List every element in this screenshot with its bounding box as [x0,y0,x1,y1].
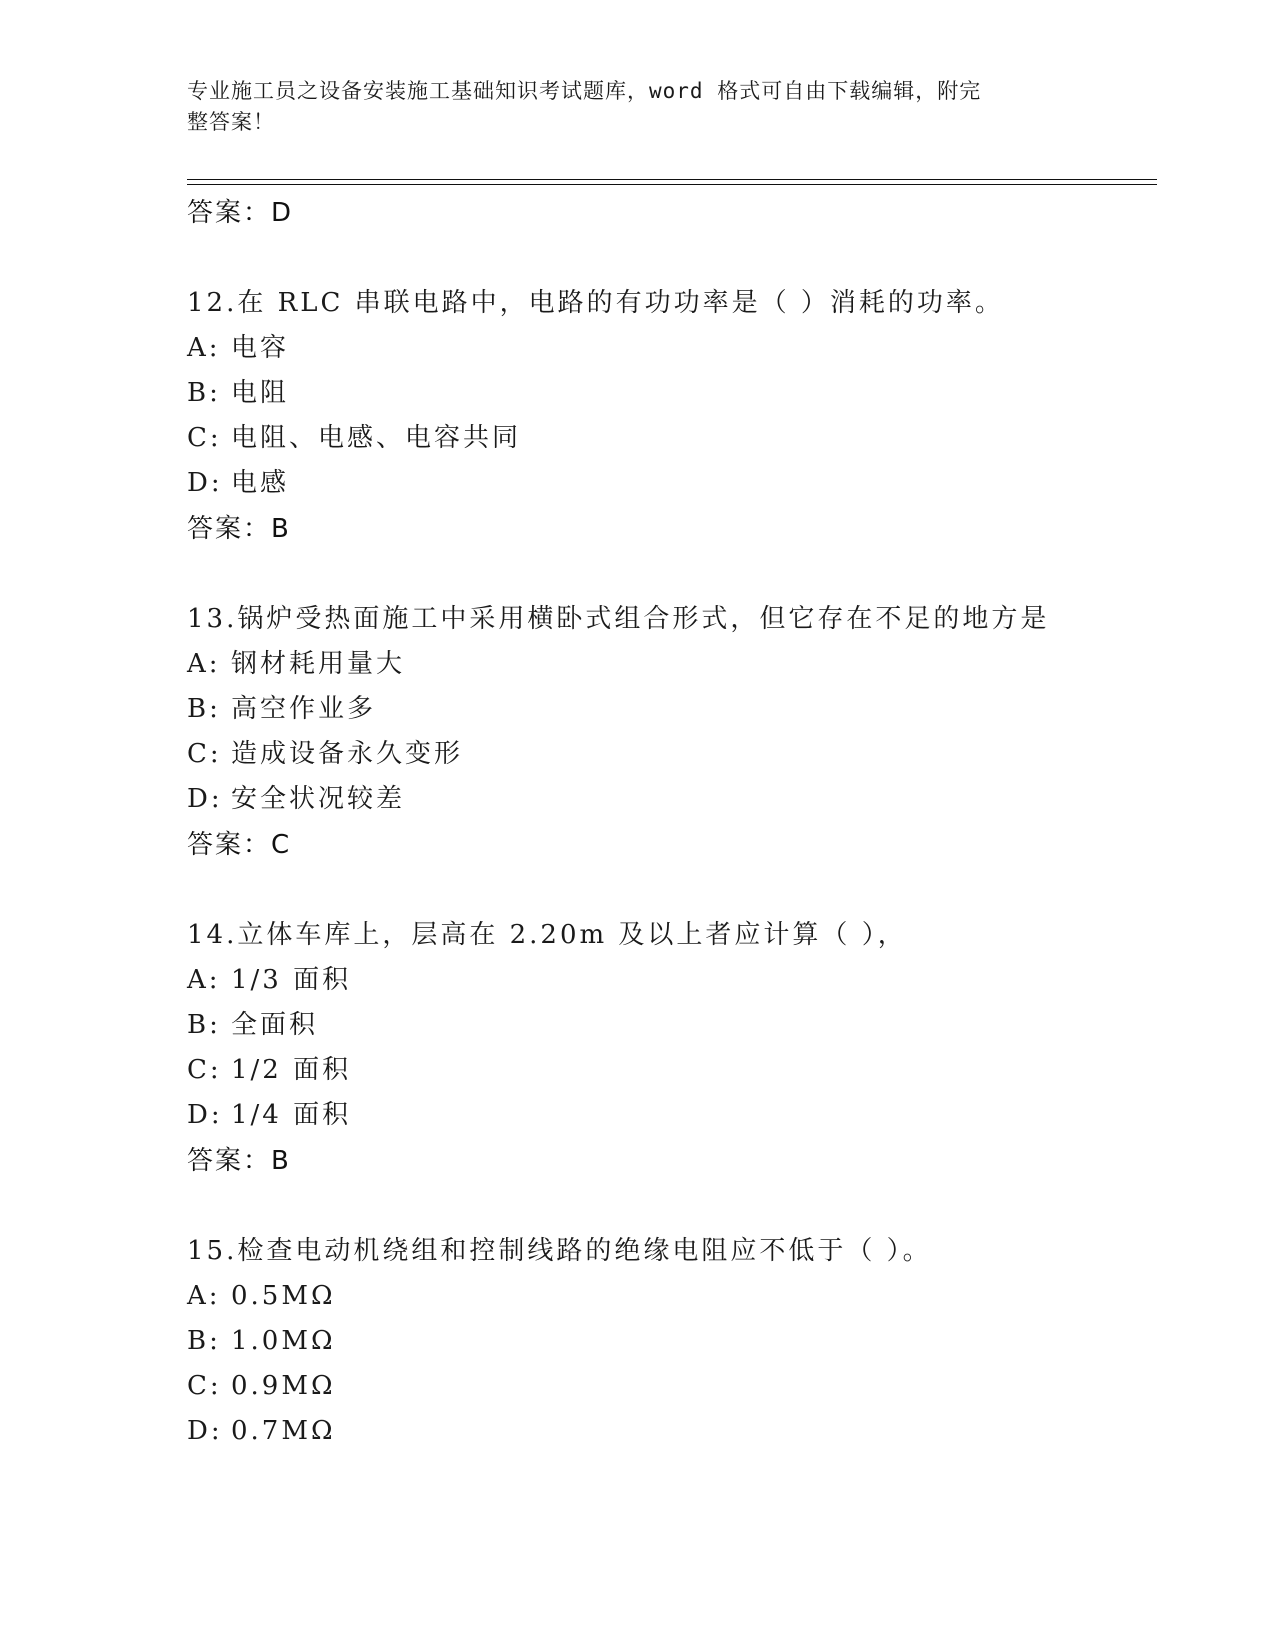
option-text: 造成设备永久变形 [231,739,464,769]
option-a [187,642,1147,687]
option-b [187,1319,1147,1364]
option-c [187,416,1147,461]
document-body [187,190,1147,1454]
option-a [187,326,1147,371]
option-key: C: [187,423,222,453]
option-text: 电阻、电感、电容共同 [231,423,522,453]
option-c [187,1364,1147,1409]
header-line-1: 专业施工员之设备安装施工基础知识考试题库，word 格式可自由下载编辑，附完 [187,79,982,103]
answer-line: 答案：C [187,830,292,860]
option-key: D: [187,1100,223,1130]
question-title: 13.锅炉受热面施工中采用横卧式组合形式，但它存在不足的地方是 [187,604,1050,634]
option-text: 0.7MΩ [231,1416,336,1446]
question-block [187,280,1147,552]
option-text: 钢材耗用量大 [231,649,406,679]
option-text: 高空作业多 [231,694,377,724]
question-title: 12.在 RLC 串联电路中，电路的有功功率是（ ）消耗的功率。 [187,288,1004,318]
option-key: B: [187,694,221,724]
question-title: 15.检查电动机绕组和控制线路的绝缘电阻应不低于（ ）。 [187,1236,932,1266]
option-text: 电容 [231,333,290,363]
question-block [187,912,1147,1184]
header-line-2: 整答案！ [187,110,275,134]
option-key: D: [187,468,223,498]
option-text: 1.0MΩ [231,1326,336,1356]
option-text: 安全状况较差 [231,784,406,814]
option-text: 电感 [231,468,290,498]
document-header [187,76,1067,138]
question-block [187,1228,1147,1454]
option-key: B: [187,1010,221,1040]
question-title: 14.立体车库上，层高在 2.20m 及以上者应计算（ ）， [187,920,907,950]
answer-line: 答案：D [187,198,294,228]
option-d [187,1409,1147,1454]
option-text: 1/2 面积 [231,1055,352,1085]
option-text: 0.5MΩ [231,1281,336,1311]
option-key: A: [187,965,221,995]
option-key: C: [187,739,222,769]
option-c [187,732,1147,777]
option-key: C: [187,1371,222,1401]
option-text: 电阻 [231,378,290,408]
option-text: 0.9MΩ [231,1371,336,1401]
option-b [187,1003,1147,1048]
option-key: C: [187,1055,222,1085]
option-key: B: [187,1326,221,1356]
option-key: D: [187,784,223,814]
header-rule-bottom [187,184,1157,185]
option-d [187,1093,1147,1138]
option-d [187,777,1147,822]
option-b [187,687,1147,732]
header-rule-top [187,179,1157,180]
option-text: 全面积 [231,1010,319,1040]
option-key: B: [187,378,221,408]
answer-line: 答案：B [187,1146,291,1176]
option-c [187,1048,1147,1093]
option-a [187,958,1147,1003]
option-b [187,371,1147,416]
option-key: A: [187,1281,221,1311]
option-text: 1/3 面积 [231,965,352,995]
option-text: 1/4 面积 [231,1100,352,1130]
question-block [187,596,1147,868]
option-key: D: [187,1416,223,1446]
option-key: A: [187,333,221,363]
option-d [187,461,1147,506]
answer-line: 答案：B [187,514,291,544]
option-key: A: [187,649,221,679]
option-a [187,1274,1147,1319]
